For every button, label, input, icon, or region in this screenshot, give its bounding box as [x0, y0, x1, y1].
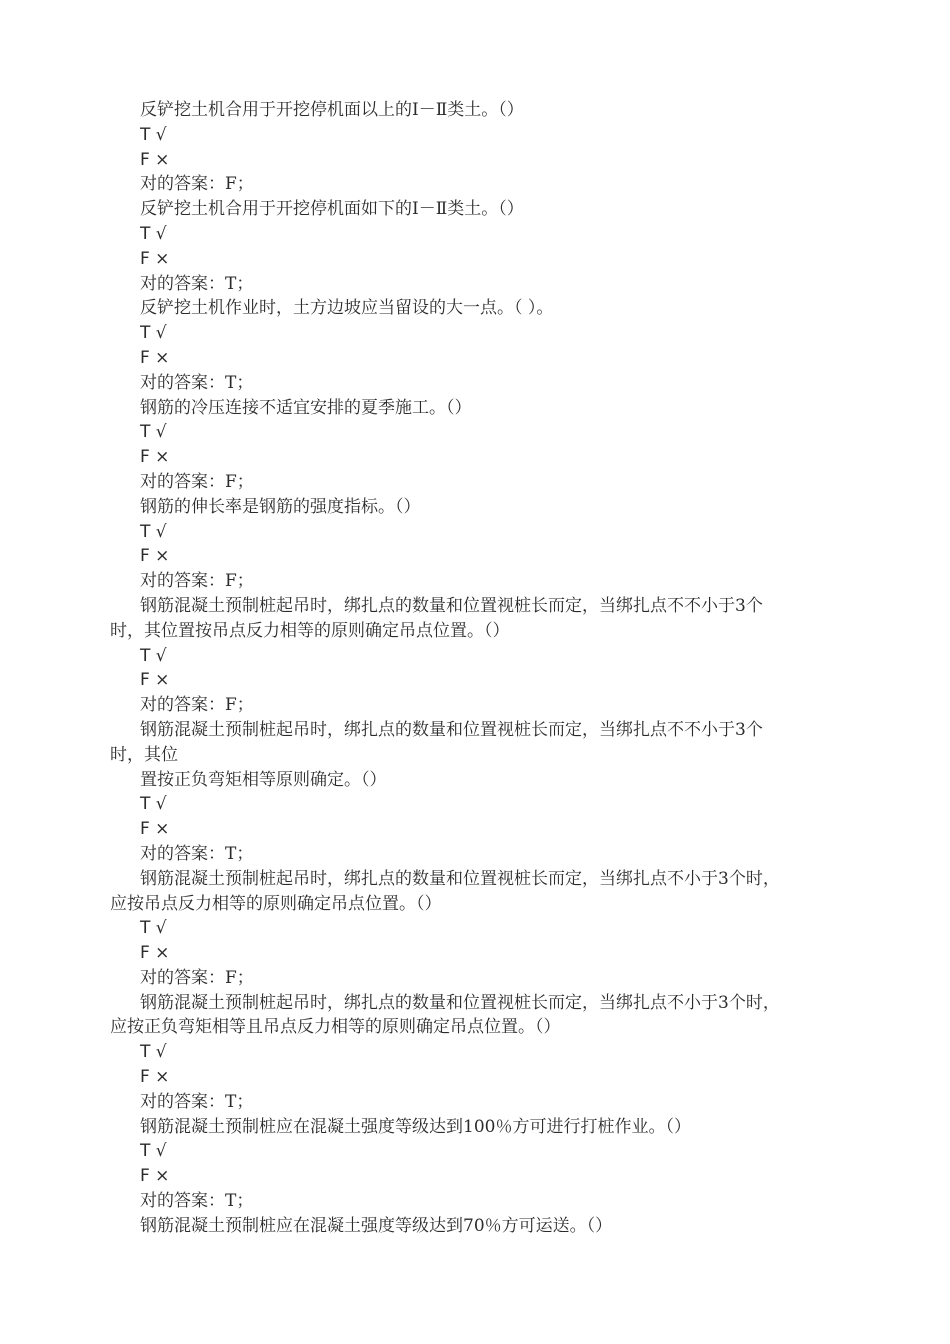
- question-text-line-1: 钢筋混凝土预制桩起吊时，绑扎点的数量和位置视桩长而定，当绑扎点不不小于3个: [140, 719, 763, 740]
- option-true: T √: [140, 645, 167, 666]
- correct-answer: 对的答案：T；: [140, 273, 254, 294]
- option-true: T √: [140, 1141, 167, 1162]
- correct-answer: 对的答案：F；: [140, 967, 254, 988]
- option-false: F ×: [140, 347, 170, 368]
- question-text-line-2: 应按正负弯矩相等且吊点反力相等的原则确定吊点位置。（）: [110, 1017, 561, 1038]
- option-true: T √: [140, 918, 167, 939]
- question-text-line-2: 时，其位置按吊点反力相等的原则确定吊点位置。（）: [110, 620, 510, 641]
- correct-answer: 对的答案：T；: [140, 843, 254, 864]
- question-text: 反铲挖土机合用于开挖停机面如下的Ⅰ－Ⅱ类土。（）: [140, 199, 524, 220]
- correct-answer: 对的答案：F；: [140, 571, 254, 592]
- question-text: 反铲挖土机作业时，土方边坡应当留设的大一点。（ ）。: [140, 298, 554, 319]
- option-true: T √: [140, 794, 167, 815]
- question-text-line-2: 时，其位: [110, 744, 178, 765]
- option-true: T √: [140, 422, 167, 443]
- option-false: F ×: [140, 447, 170, 468]
- option-true: T √: [140, 1042, 167, 1063]
- correct-answer: 对的答案：F；: [140, 695, 254, 716]
- question-text: 钢筋的伸长率是钢筋的强度指标。（）: [140, 496, 421, 517]
- question-text-line-1: 钢筋混凝土预制桩起吊时，绑扎点的数量和位置视桩长而定，当绑扎点不小于3个时，: [140, 868, 780, 889]
- question-text: 钢筋混凝土预制桩应在混凝土强度等级达到70％方可运送。（）: [140, 1215, 613, 1236]
- option-false: F ×: [140, 670, 170, 691]
- correct-answer: 对的答案：T；: [140, 1191, 254, 1212]
- correct-answer: 对的答案：T；: [140, 372, 254, 393]
- option-true: T √: [140, 521, 167, 542]
- option-true: T √: [140, 124, 167, 145]
- option-true: T √: [140, 323, 167, 344]
- question-text-line-1: 钢筋混凝土预制桩起吊时，绑扎点的数量和位置视桩长而定，当绑扎点不小于3个时，: [140, 992, 780, 1013]
- correct-answer: 对的答案：F；: [140, 174, 254, 195]
- option-true: T √: [140, 223, 167, 244]
- correct-answer: 对的答案：T；: [140, 1091, 254, 1112]
- question-list: [110, 98, 870, 1239]
- correct-answer: 对的答案：F；: [140, 471, 254, 492]
- question-text-line-1: 钢筋混凝土预制桩起吊时，绑扎点的数量和位置视桩长而定，当绑扎点不不小于3个: [140, 595, 763, 616]
- option-false: F ×: [140, 819, 170, 840]
- option-false: F ×: [140, 1067, 170, 1088]
- question-text-line-3: 置按正负弯矩相等原则确定。（）: [140, 769, 387, 790]
- question-text: 钢筋混凝土预制桩应在混凝土强度等级达到100％方可进行打桩作业。（）: [140, 1116, 691, 1137]
- option-false: F ×: [140, 546, 170, 567]
- question-text: 反铲挖土机合用于开挖停机面以上的Ⅰ－Ⅱ类土。（）: [140, 100, 524, 120]
- question-text-line-2: 应按吊点反力相等的原则确定吊点位置。（）: [110, 893, 442, 914]
- option-false: F ×: [140, 943, 170, 964]
- question-text: 钢筋的冷压连接不适宜安排的夏季施工。（）: [140, 397, 472, 418]
- option-false: F ×: [140, 248, 170, 269]
- option-false: F ×: [140, 149, 170, 170]
- option-false: F ×: [140, 1166, 170, 1187]
